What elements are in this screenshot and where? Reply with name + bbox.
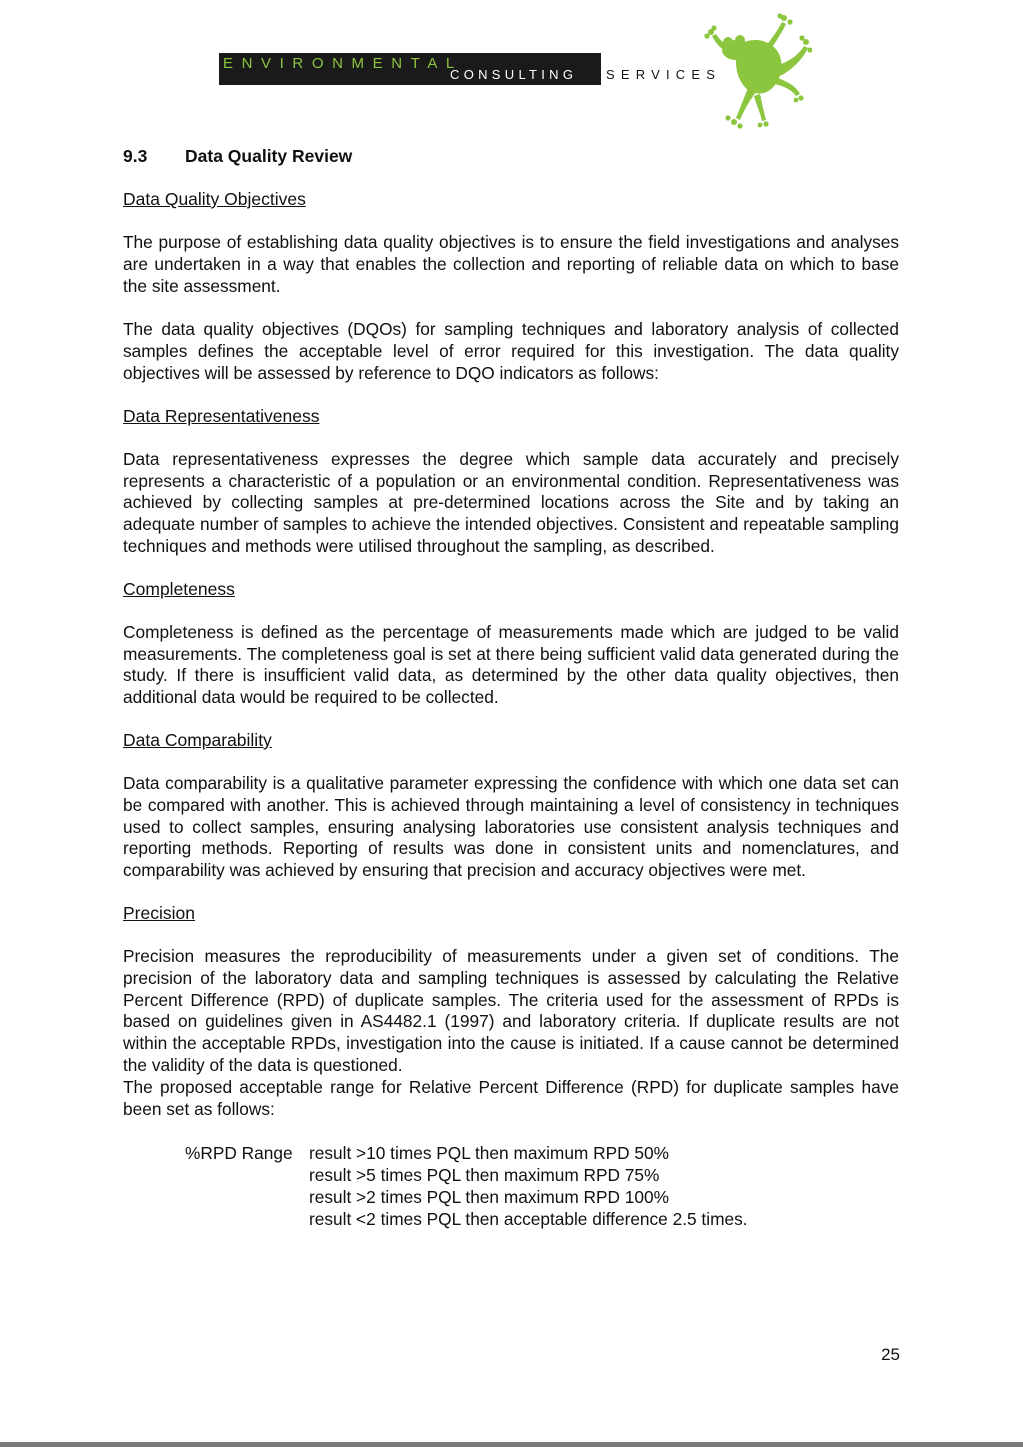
rpd-criterion: result >5 times PQL then maximum RPD 75% <box>309 1165 660 1186</box>
rpd-row <box>185 1164 899 1186</box>
rpd-range-label: %RPD Range <box>185 1143 293 1164</box>
paragraph-representativeness: Data representativeness expresses the degree which sample data accurately and precisely represents a characteristic of a population or an environmental condition. Representativeness was achieved by collecting samples at pre-determined locations across the Site and by taking an adequate number of samples to achieve the intended objectives. Consistent and repeatable sampling techniques and methods were utilised throughout the sampling, as described. <box>123 448 899 556</box>
logo-word-services: SERVICES <box>606 67 722 82</box>
page-bottom-border <box>0 1442 1023 1447</box>
subheading-data-representativeness: Data Representativeness <box>123 405 320 426</box>
paragraph-dqo-purpose: The purpose of establishing data quality objectives is to ensure the field investigations and analyses are undertaken in a way that enables the collection and reporting of reliable data on which to base the site assessment. <box>123 232 899 296</box>
rpd-range-list <box>185 1142 899 1230</box>
page-number: 25 <box>881 1345 900 1364</box>
rpd-row <box>185 1208 899 1230</box>
section-number: 9.3 <box>123 146 148 166</box>
frog-logo-icon <box>700 10 812 130</box>
subheading-data-comparability: Data Comparability <box>123 729 272 750</box>
subheading-completeness: Completeness <box>123 578 235 599</box>
logo-word-consulting: CONSULTING <box>450 67 578 82</box>
paragraph-precision: Precision measures the reproducibility of measurements under a given set of conditions. The precision of the laboratory data and sampling techniques is assessed by calculating the Relative Percent Difference (RPD) of duplicate samples. The criteria used for the assessment of RPDs is based on guidelines given in AS4482.1 (1997) and laboratory criteria. If duplicate results are not within the acceptable RPDs, investigation into the cause is initiated. If a cause cannot be determined the validity of the data is questioned. <box>123 945 899 1075</box>
rpd-row <box>185 1186 899 1208</box>
subheading-precision: Precision <box>123 902 195 923</box>
rpd-criterion: result >2 times PQL then maximum RPD 100% <box>309 1187 670 1208</box>
logo-word-environmental: ENVIRONMENTAL <box>223 55 463 72</box>
subheading-data-quality-objectives: Data Quality Objectives <box>123 189 306 209</box>
rpd-criterion: result >10 times PQL then maximum RPD 50% <box>309 1143 670 1164</box>
section-title: Data Quality Review <box>185 146 353 166</box>
paragraph-dqo-indicators: The data quality objectives (DQOs) for sampling techniques and laboratory analysis of collected samples defines the acceptable level of error required for this investigation. The data quality objectives will be assessed by reference to DQO indicators as follows: <box>123 319 899 383</box>
section-heading <box>123 144 899 168</box>
rpd-criterion: result <2 times PQL then acceptable difference 2.5 times. <box>309 1209 748 1230</box>
paragraph-rpd-intro: The proposed acceptable range for Relative Percent Difference (RPD) for duplicate samples have been set as follows: <box>123 1076 899 1119</box>
rpd-row <box>185 1142 899 1164</box>
paragraph-completeness: Completeness is defined as the percentage of measurements made which are judged to be valid measurements. The completeness goal is set at there being sufficient valid data generated during the study. If there is insufficient valid data, as determined by the other data quality objectives, then additional data would be required to be collected. <box>123 621 899 708</box>
main-content <box>123 144 899 1230</box>
paragraph-comparability: Data comparability is a qualitative parameter expressing the confidence with which one data set can be compared with another. This is achieved through maintaining a level of consistency in techniques used to collect samples, ensuring analysing laboratories use consistent analysis techniques and reporting methods. Reporting of results was done in consistent units and nomenclatures, and comparability was achieved by ensuring that precision and accuracy objectives were met. <box>123 772 899 881</box>
